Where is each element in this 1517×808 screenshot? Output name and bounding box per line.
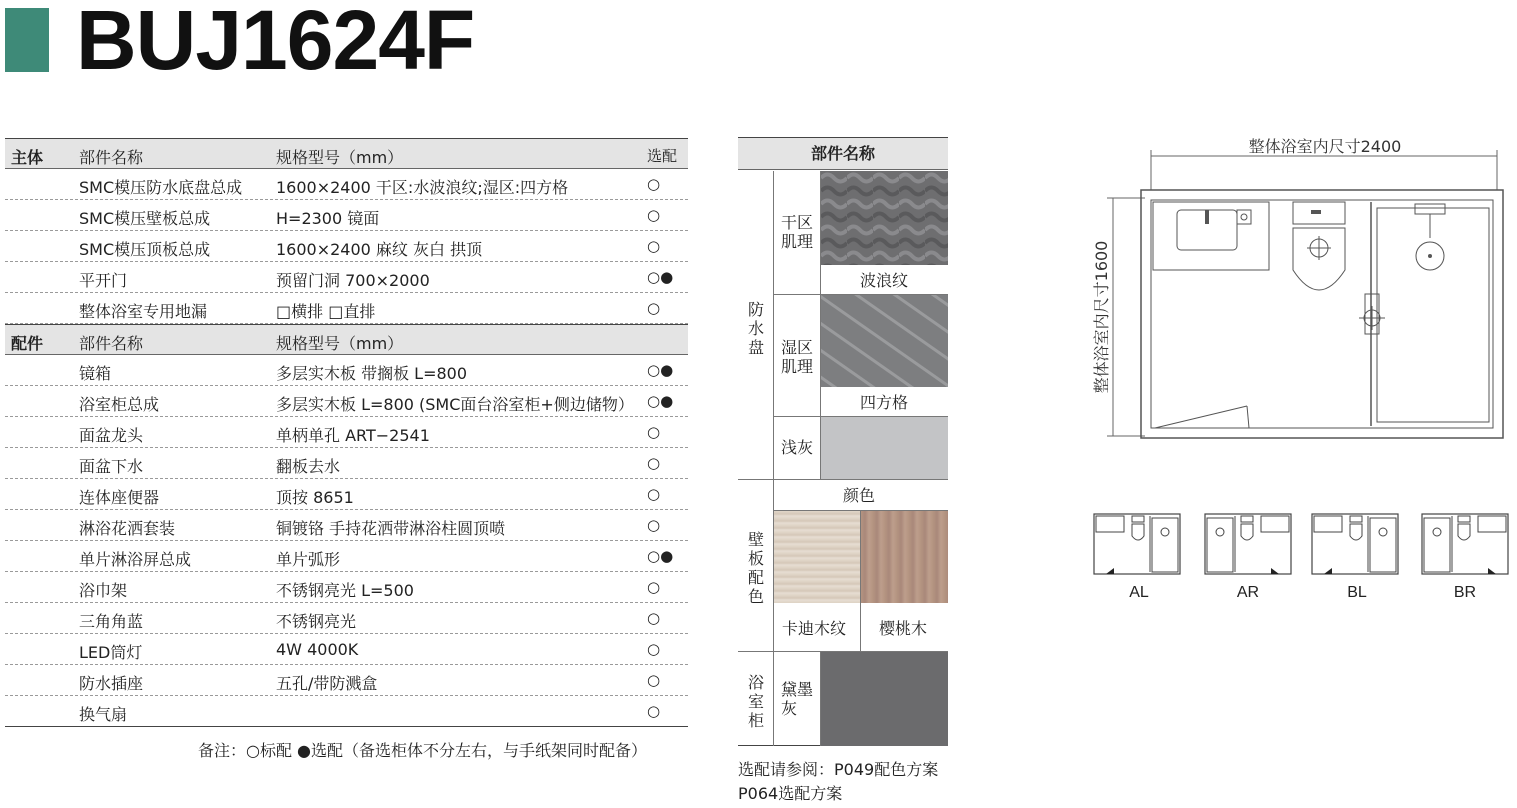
part-spec: 不锈钢亮光 [276,612,357,631]
part-name: SMC模压顶板总成 [79,240,211,259]
ink-gray-label: 黛墨灰 [781,680,814,718]
option-mark: ○ [647,423,661,441]
part-name: 单片淋浴屏总成 [79,550,192,569]
option-mark: ○● [647,547,674,565]
table-row [5,355,688,386]
option-mark: ○ [647,516,661,534]
option-header: 选配 [647,147,678,165]
option-mark: ○ [647,454,661,472]
accessory-name-header: 部件名称 [79,334,144,353]
part-name: SMC模压壁板总成 [79,209,211,228]
legend-note: 备注：○标配 ●选配（备选柜体不分左右，与手纸架同时配备） [198,741,648,760]
option-mark: ○● [647,268,674,286]
part-spec: 4W 4000K [276,640,359,659]
parts-header: 部件名称 [738,138,948,170]
part-spec: 预留门洞 700×2000 [276,271,430,290]
depth-dimension-label: 整体浴室内尺寸1600 [1092,240,1111,394]
option-mark: ○● [647,392,674,410]
option-mark: ○ [647,206,661,224]
light-gray-label: 浅灰 [781,438,814,457]
accessory-spec-header: 规格型号（mm） [276,334,404,353]
part-spec: 五孔/带防溅盒 [276,674,378,693]
part-name: 淋浴花洒套装 [79,519,176,538]
layout-variant-label: BL [1347,584,1367,601]
ink-gray-swatch [821,652,948,746]
parts-note: 选配请参阅：P049配色方案 P064选配方案 [738,760,939,803]
layout-variant-thumbnail [1418,510,1514,580]
cherry-wood-swatch [861,511,948,603]
part-name: SMC模压防水底盘总成 [79,178,243,197]
wall-color-title: 颜色 [843,486,876,505]
part-spec: H=2300 镜面 [276,209,380,228]
part-name: LED筒灯 [79,643,143,662]
spec-table [5,138,688,727]
page-title: BUJ1624F [76,0,475,87]
part-name: 镜箱 [79,364,112,383]
group-divider [773,171,774,746]
part-spec: 不锈钢亮光 L=500 [276,581,414,600]
part-spec: 1600×2400 干区:水波浪纹;湿区:四方格 [276,178,569,197]
table-row [5,169,688,200]
part-name: 浴室柜总成 [79,395,160,414]
cherry-wood-label: 樱桃木 [879,619,928,638]
part-spec: 多层实木板 L=800 (SMC面台浴室柜+侧边储物） [276,395,634,414]
layout-variant-label: AL [1129,584,1149,601]
option-mark: ○ [647,299,661,317]
option-mark: ○ [647,485,661,503]
part-spec: 铜镀铬 手持花洒带淋浴柱圆顶喷 [276,519,506,538]
table-row [5,386,688,417]
table-row [5,200,688,231]
layout-variant-thumbnail [1092,510,1188,580]
main-spec-header: 规格型号（mm） [276,148,404,167]
main-name-header: 部件名称 [79,148,144,167]
wall-group-label: 壁板配色 [747,530,764,606]
width-dimension-label: 整体浴室内尺寸2400 [1248,137,1402,156]
part-name: 连体座便器 [79,488,160,507]
option-mark: ○ [647,609,661,627]
part-name: 整体浴室专用地漏 [79,302,208,321]
cabinet-group-label: 浴室柜 [747,673,764,730]
wet-grid-swatch [821,295,948,387]
light-gray-swatch [821,417,948,479]
floor-plan-drawing [1085,130,1505,450]
accessory-section-label: 配件 [11,334,44,353]
option-mark: ○ [647,640,661,658]
layout-variant-label: AR [1236,584,1260,601]
wet-zone-label: 湿区肌理 [781,338,814,376]
parts-panel [738,137,948,746]
option-mark: ○ [647,237,661,255]
part-spec: 1600×2400 麻纹 灰白 拱顶 [276,240,483,259]
table-row [5,572,688,603]
part-spec: □横排 □直排 [276,302,376,321]
floor-plan [1085,130,1505,454]
title-accent-bar [5,8,49,72]
table-row [5,603,688,634]
dry-wave-swatch [821,171,948,265]
kadi-wood-label: 卡迪木纹 [782,619,847,638]
layout-variant-thumbnail [1310,510,1406,580]
part-name: 面盆下水 [79,457,144,476]
layout-variant-thumbnail [1201,510,1297,580]
part-spec: 多层实木板 带搁板 L=800 [276,364,468,383]
table-row [5,665,688,696]
table-row [5,541,688,572]
part-spec: 顶按 8651 [276,488,354,507]
part-name: 面盆龙头 [79,426,144,445]
main-section-label: 主体 [11,148,44,167]
part-name: 平开门 [79,271,128,290]
layout-variant-label: BR [1453,584,1477,601]
grid-texture-label: 四方格 [860,393,909,412]
part-name: 浴巾架 [79,581,128,600]
part-spec: 单片弧形 [276,550,341,569]
part-spec: 单柄单孔 ART−2541 [276,426,430,445]
dry-zone-label: 干区肌理 [781,213,814,251]
table-row [5,510,688,541]
option-mark: ○ [647,578,661,596]
tray-group-label: 防水盘 [747,300,764,357]
main-header-row [5,138,688,169]
table-row [5,634,688,665]
part-name: 三角角蓝 [79,612,144,631]
option-mark: ○● [647,361,674,379]
table-row [5,293,688,324]
table-row [5,696,688,727]
part-spec: 翻板去水 [276,457,341,476]
part-name: 换气扇 [79,705,128,724]
table-row [5,448,688,479]
table-row [5,262,688,293]
wave-texture-label: 波浪纹 [860,271,909,290]
accessory-header-row [5,324,688,355]
part-name: 防水插座 [79,674,144,693]
table-row [5,231,688,262]
kadi-wood-swatch [774,511,860,603]
option-mark: ○ [647,671,661,689]
option-mark: ○ [647,175,661,193]
option-mark: ○ [647,702,661,720]
table-row [5,479,688,510]
table-row [5,417,688,448]
